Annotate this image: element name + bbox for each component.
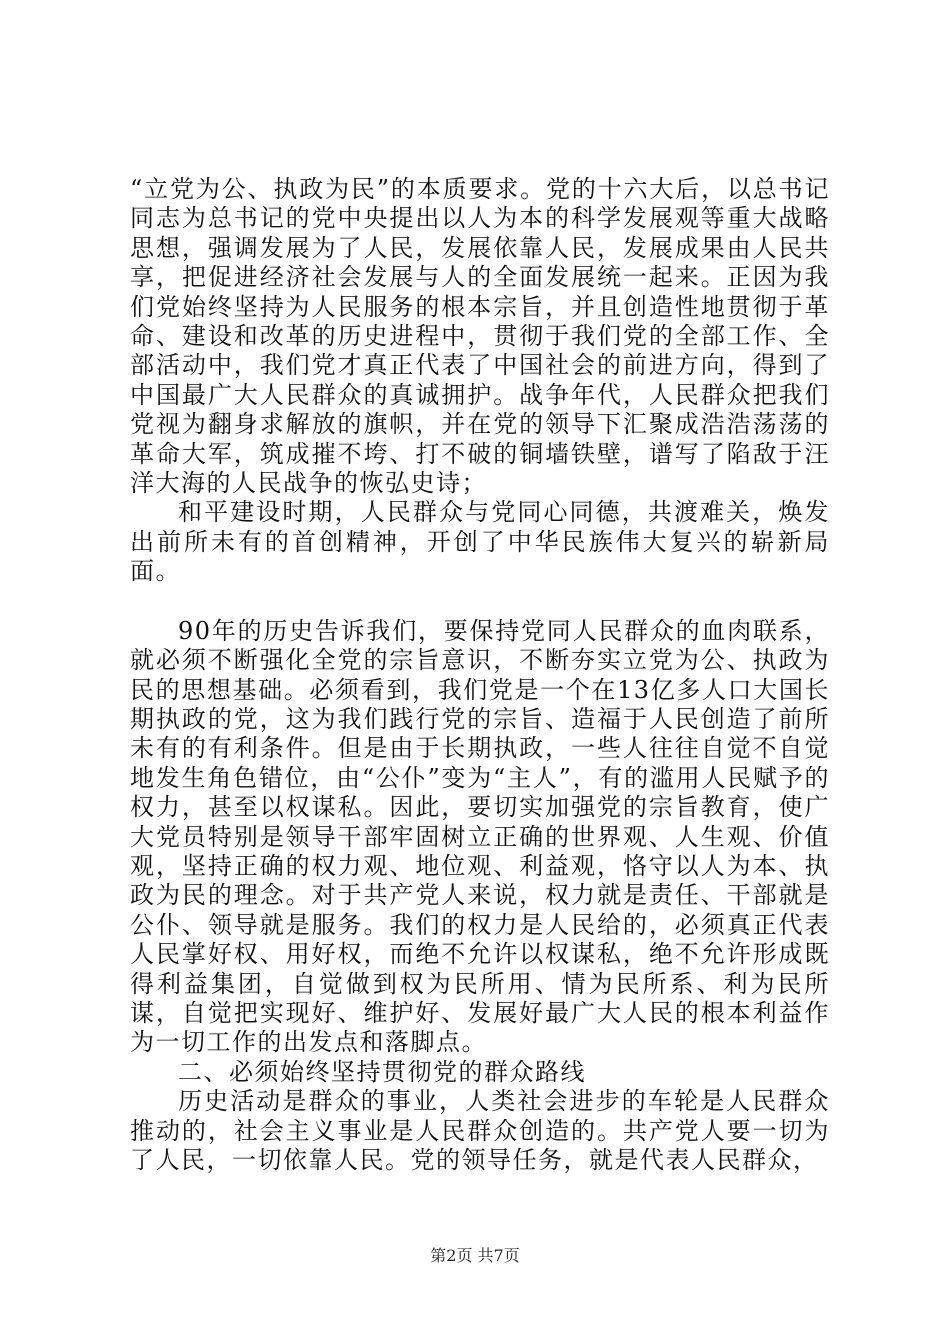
paragraph-4: 历史活动是群众的事业，人类社会进步的车轮是人民群众推动的，社会主义事业是人民群众创造的。共产党人要一切为了人民，一切依靠人民。党的领导任务，就是代表人民群众， bbox=[130, 1087, 830, 1174]
section-heading: 二、必须始终坚持贯彻党的群众路线 bbox=[178, 1057, 586, 1086]
paragraph-2: 和平建设时期，人民群众与党同心同德，共渡难关，焕发出前所未有的首创精神，开创了中华民族伟大复兴的崭新局面。 bbox=[130, 498, 830, 586]
paragraph-1: “立党为公、执政为民”的本质要求。党的十六大后，以总书记同志为总书记的党中央提出以人为本的科学发展观等重大战略思想，强调发展为了人民，发展依靠人民，发展成果由人民共享，把促进经济社会发展与人的全面发展统一起来。正因为我们党始终坚持为人民服务的根本宗旨，并且创造性地贯彻于革命、建设和改革的历史进程中，贯彻于我们党的全部工作、全部活动中，我们党才真正代表了中国社会的前进方向，得到了中国最广大人民群众的真诚拥护。战争年代，人民群众把我们党视为翻身求解放的旗帜，并在党的领导下汇聚成浩浩荡荡的革命大军，筑成摧不垮、打不破的铜墙铁壁，谱写了陷敌于汪洋大海的人民战争的恢弘史诗； bbox=[130, 175, 830, 498]
paragraph-gap bbox=[130, 587, 830, 617]
page-footer: 第2页 共7页 bbox=[430, 1246, 520, 1265]
document-body bbox=[130, 175, 830, 1175]
paragraph-3: 90年的历史告诉我们，要保持党同人民群众的血肉联系，就必须不断强化全党的宗旨意识，不断夯实立党为公、执政为民的思想基础。必须看到，我们党是一个在13亿多人口大国长期执政的党，这为我们践行党的宗旨、造福于人民创造了前所未有的有利条件。但是由于长期执政，一些人往往自觉不自觉地发生角色错位，由“公仆”变为“主人”，有的滥用人民赋予的权力，甚至以权谋私。因此，要切实加强党的宗旨教育，使广大党员特别是领导干部牢固树立正确的世界观、人生观、价值观，坚持正确的权力观、地位观、利益观，恪守以人为本、执政为民的理念。对于共产党人来说，权力就是责任、干部就是公仆、领导就是服务。我们的权力是人民给的，必须真正代表人民掌好权、用好权，而绝不允许以权谋私，绝不允许形成既得利益集团，自觉做到权为民所用、情为民所系、利为民所谋，自觉把实现好、维护好、发展好最广大人民的根本利益作为一切工作的出发点和落脚点。 bbox=[130, 616, 830, 1057]
